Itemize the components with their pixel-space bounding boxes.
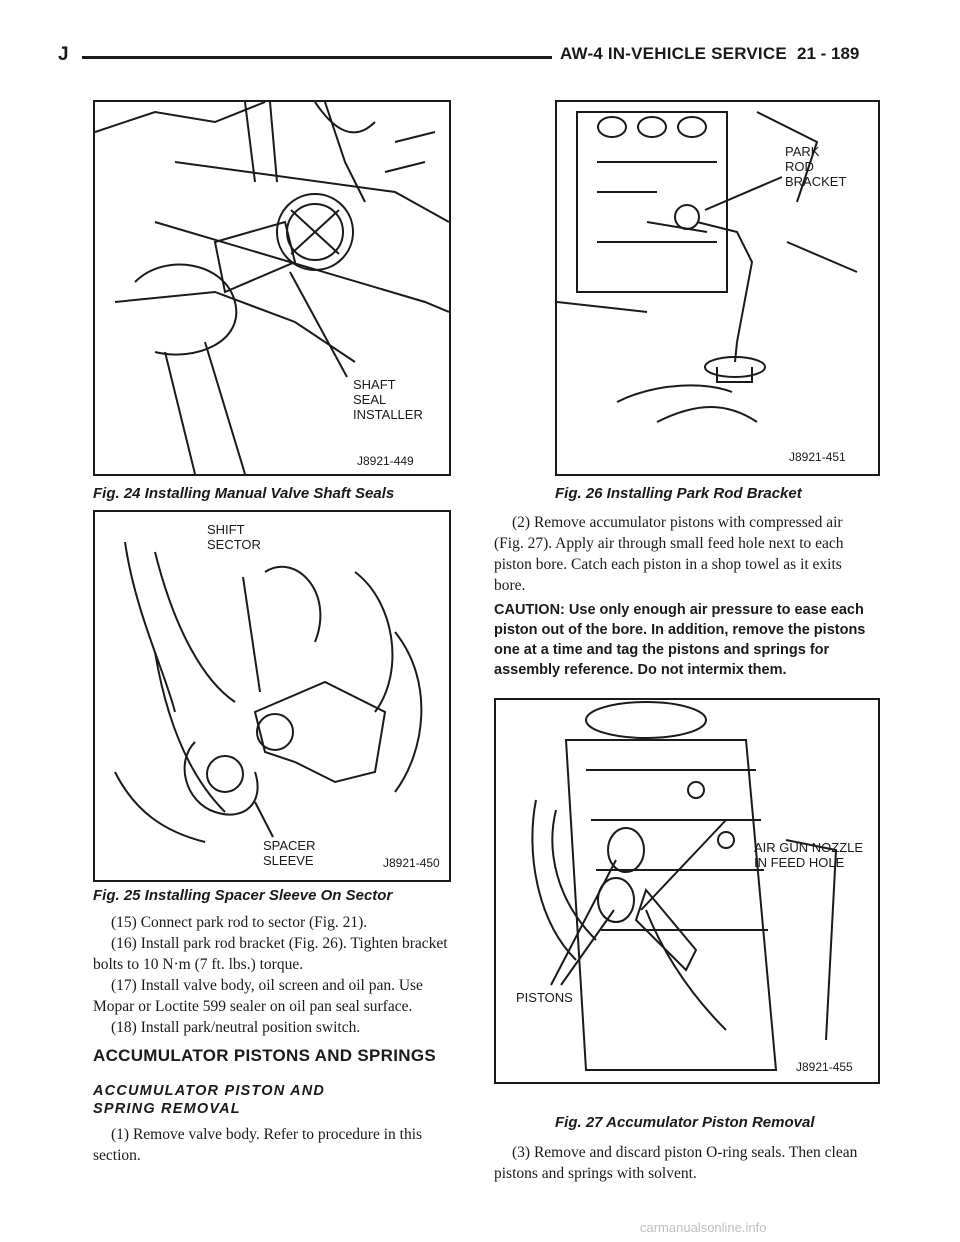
section-heading: ACCUMULATOR PISTONS AND SPRINGS xyxy=(93,1046,437,1065)
figure-26-code: J8921-451 xyxy=(789,450,846,464)
callout-park-rod-bracket: PARK ROD BRACKET xyxy=(785,144,847,189)
callout-pistons: PISTONS xyxy=(516,990,573,1005)
header-letter: J xyxy=(58,44,69,65)
right-column-step-3 xyxy=(494,1142,876,1184)
left-column-steps xyxy=(93,912,453,1038)
spacer-sleeve-drawing xyxy=(95,512,449,880)
accumulator-piston-drawing xyxy=(496,700,878,1082)
figure-24-code: J8921-449 xyxy=(357,454,414,468)
header-page-number: 21 - 189 xyxy=(797,44,860,63)
step-16: (16) Install park rod bracket (Fig. 26). Tighten bracket bolts to 10 N·m (7 ft. lbs.) torque. xyxy=(93,935,448,973)
header-rule xyxy=(82,56,552,59)
step-3: (3) Remove and discard piston O-ring seals. Then clean pistons and springs with solvent. xyxy=(494,1144,858,1182)
caution-note: CAUTION: Use only enough air pressure to ease each piston out of the bore. In addition, remove the pistons one at a time and tag the pistons and springs for assembly reference. Do not intermix them. xyxy=(494,602,866,678)
step-18: (18) Install park/neutral position switch. xyxy=(111,1019,361,1036)
figure-25-code: J8921-450 xyxy=(383,856,440,870)
step-2: (2) Remove accumulator pistons with compressed air (Fig. 27). Apply air through small feed hole next to each piston bore. Catch each piston in a shop towel as it exits bore. xyxy=(494,514,844,594)
figure-26-caption: Fig. 26 Installing Park Rod Bracket xyxy=(555,485,802,502)
figure-27-code: J8921-455 xyxy=(796,1060,853,1074)
step-1: (1) Remove valve body. Refer to procedure in this section. xyxy=(93,1126,423,1164)
figure-24-caption: Fig. 24 Installing Manual Valve Shaft Seals xyxy=(93,485,395,502)
callout-shift-sector: SHIFT SECTOR xyxy=(207,522,261,552)
callout-shaft-seal-installer: SHAFT SEAL INSTALLER xyxy=(353,377,423,422)
figure-27-illustration xyxy=(494,698,880,1084)
callout-air-gun-nozzle: AIR GUN NOZZLE IN FEED HOLE xyxy=(754,840,864,870)
step-17: (17) Install valve body, oil screen and oil pan. Use Mopar or Loctite 599 sealer on oil pan seal surface. xyxy=(93,977,423,1015)
left-column-step-1 xyxy=(93,1124,453,1166)
sub-heading: ACCUMULATOR PISTON AND SPRING REMOVAL xyxy=(93,1083,326,1117)
watermark: carmanualsonline.info xyxy=(640,1220,767,1235)
right-column-step-2 xyxy=(494,512,876,596)
figure-27-caption: Fig. 27 Accumulator Piston Removal xyxy=(555,1114,815,1131)
figure-25-illustration xyxy=(93,510,451,882)
step-15: (15) Connect park rod to sector (Fig. 21). xyxy=(111,914,368,931)
figure-24-illustration xyxy=(93,100,451,476)
figure-25-caption: Fig. 25 Installing Spacer Sleeve On Sector xyxy=(93,887,393,904)
figure-26-illustration xyxy=(555,100,880,476)
header-title: AW-4 IN-VEHICLE SERVICE xyxy=(560,44,787,63)
callout-spacer-sleeve: SPACER SLEEVE xyxy=(263,838,316,868)
